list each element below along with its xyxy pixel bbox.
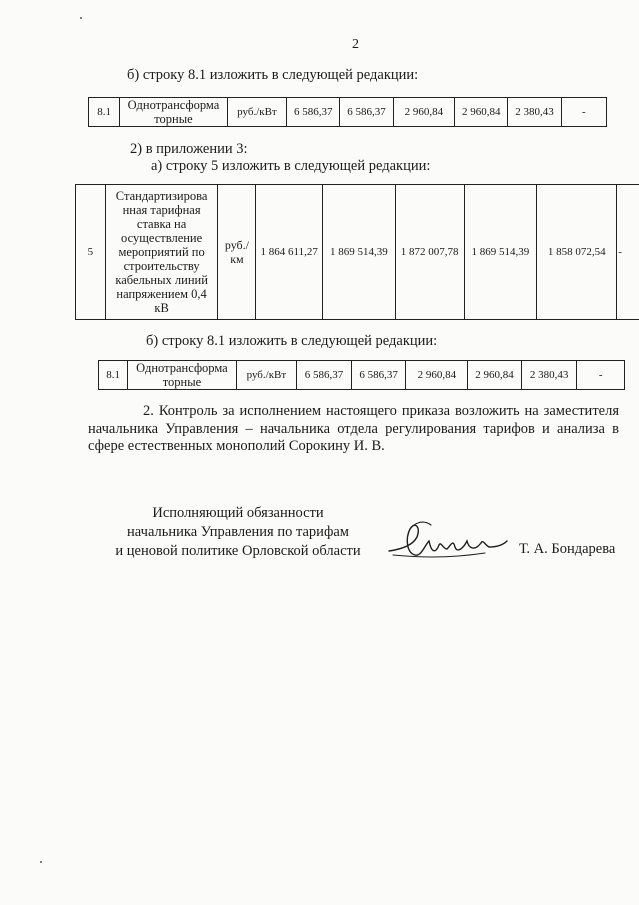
signatory-name: Т. А. Бондарева	[519, 541, 616, 557]
value-cell: 2 380,43	[508, 98, 561, 127]
value-cell: -	[617, 185, 639, 320]
table-row-8-1-first	[88, 97, 607, 127]
value-cell: 2 960,84	[455, 98, 508, 127]
value-cell: 2 960,84	[406, 361, 468, 390]
row-number-cell: 8.1	[89, 98, 120, 127]
signature-title-block	[88, 504, 388, 561]
scan-speck	[80, 17, 82, 19]
section-b-first-heading: б) строку 8.1 изложить в следующей редакции:	[127, 67, 419, 83]
table-row	[99, 361, 625, 390]
value-cell: 2 960,84	[393, 98, 454, 127]
value-cell: 1 858 072,54	[537, 185, 617, 320]
value-cell: 2 960,84	[468, 361, 522, 390]
value-cell: 2 380,43	[521, 361, 577, 390]
value-cell: 6 586,37	[287, 98, 340, 127]
scan-speck	[40, 861, 42, 863]
table-row-8-1-second	[98, 360, 625, 390]
page-number: 2	[352, 37, 359, 52]
value-cell: 6 586,37	[297, 361, 352, 390]
value-cell: -	[577, 361, 625, 390]
value-cell: 1 872 007,78	[395, 185, 464, 320]
row-number-cell: 5	[76, 185, 106, 320]
value-cell: 1 864 611,27	[256, 185, 323, 320]
item-2-heading: 2) в приложении 3:	[130, 141, 248, 157]
handwritten-signature-icon	[385, 515, 510, 567]
value-cell: -	[561, 98, 606, 127]
signature-title-line-2: начальника Управления по тарифам	[127, 524, 349, 540]
unit-cell: руб./кВт	[227, 98, 286, 127]
table-row	[76, 185, 639, 320]
section-b-second-heading: б) строку 8.1 изложить в следующей редакции:	[146, 333, 438, 349]
name-cell: Стандартизирова нная тарифная ставка на осуществление мероприятий по строительству кабельных линий напряжением 0,4 кВ	[105, 185, 218, 320]
control-paragraph: 2. Контроль за исполнением настоящего приказа возложить на заместителя начальника Управления – начальника отдела регулирования тарифов и анализа в сфере естественных монополий Сорокину И. В.	[88, 403, 619, 454]
name-cell: Однотрансформа торные	[128, 361, 236, 390]
section-a-heading: а) строку 5 изложить в следующей редакции:	[151, 158, 431, 174]
value-cell: 1 869 514,39	[464, 185, 537, 320]
value-cell: 1 869 514,39	[323, 185, 396, 320]
name-cell: Однотрансформа торные	[120, 98, 228, 127]
row-number-cell: 8.1	[99, 361, 128, 390]
unit-cell: руб./ км	[218, 185, 256, 320]
value-cell: 6 586,37	[351, 361, 406, 390]
value-cell: 6 586,37	[340, 98, 393, 127]
table-row-5	[75, 184, 639, 320]
signature-title-line-1: Исполняющий обязанности	[152, 505, 324, 521]
table-row	[89, 98, 607, 127]
signature-title-line-3: и ценовой политике Орловской области	[115, 543, 361, 559]
unit-cell: руб./кВт	[236, 361, 297, 390]
